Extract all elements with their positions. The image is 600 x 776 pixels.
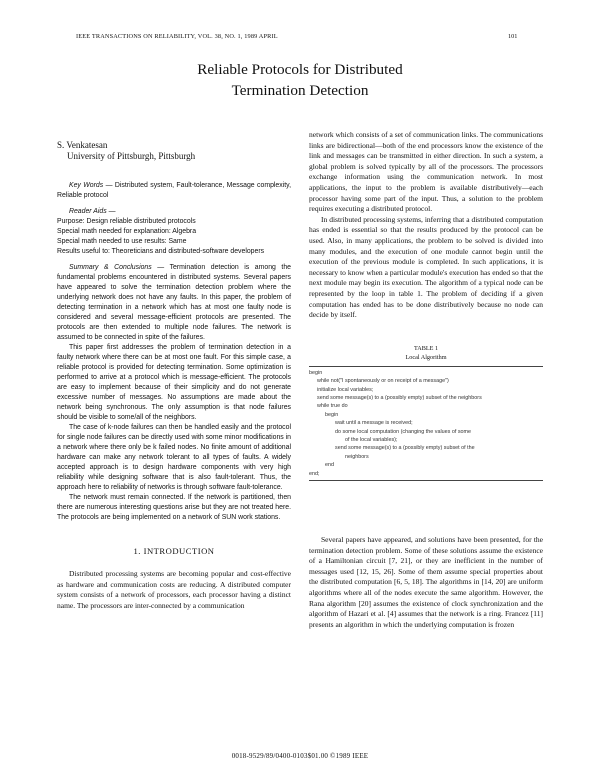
keywords xyxy=(57,181,291,201)
algorithm-line: do some local computation (changing the values of some xyxy=(335,428,472,435)
author-block xyxy=(57,140,195,162)
page-number: 101 xyxy=(508,33,518,40)
algorithm-line: end xyxy=(325,462,334,469)
reader-aid-item: Special math needed for explanation: Algebra xyxy=(57,228,197,235)
keywords-text: — Distributed system, Fault-tolerance, Message complexity, Reliable protocol xyxy=(57,182,291,199)
paper-title xyxy=(0,59,600,101)
algorithm-line: of the local variables); xyxy=(345,436,398,443)
table-number: TABLE 1 xyxy=(413,344,439,352)
algorithm-line: send some message(s) to a (possibly empty) subset of the neighbors xyxy=(317,394,482,401)
author-name: S. Venkatesan xyxy=(57,140,108,150)
reader-aids-heading: Reader Aids — xyxy=(69,208,116,215)
keywords-label: Key Words xyxy=(69,182,104,189)
left-column xyxy=(57,181,291,611)
summary-paragraph: The network must remain connected. If the network is partitioned, then there are numerous interesting questions arise but they are not treated here. The protocols are being implemented on a network of SUN work stations. xyxy=(57,494,291,521)
algorithm-line: begin xyxy=(325,411,339,418)
table-1 xyxy=(309,344,543,481)
reader-aid-item: Purpose: Design reliable distributed protocols xyxy=(57,218,196,225)
algorithm-line: send some message(s) to a (possibly empty) subset of the xyxy=(335,445,475,452)
title-line-1: Reliable Protocols for Distributed xyxy=(197,61,403,78)
algorithm-line: initialize local variables; xyxy=(317,386,374,393)
summary-paragraph: This paper first addresses the problem of termination detection in a faulty network where there can be at most one fault. For this simple case, a reliable protocol is provided for detecting termination. Some optimization is performed to arrive at a protocol which is message-efficient. The protocols are easy to implement because of their simplicity and do not generate excessive number of messages. No assumptions are made about the network being synchronous. The only assumption is that node failures should be visible to some/all of the neighbors. xyxy=(57,344,291,421)
algorithm-line: while true do xyxy=(317,403,348,410)
algorithm-line: neighbors xyxy=(345,453,369,460)
summary-label: Summary & Conclusions xyxy=(69,264,152,271)
summary-text: — Termination detection is among the fundamental problems encountered in distributed systems. Several papers have appeared to solve the termination detection problem where the underlying network does not have any faults. In this paper, the problem of detecting termination in a network which has at most one faulty node is considered and several message-efficient protocols are presented. The protocols are then extended to multiple node failures. The network is assumed to be connected in spite of the failures. xyxy=(57,264,291,341)
table-caption xyxy=(309,344,543,362)
algorithm-line: begin xyxy=(309,369,323,376)
table-title: Local Algorithm xyxy=(405,353,447,361)
table-top-rule xyxy=(309,366,543,367)
title-line-2: Termination Detection xyxy=(231,82,369,99)
introduction-paragraph: Distributed processing systems are becoming popular and cost-effective as hardware and communication costs are reducing. A distributed computer system consists of a network of processors, each processor having a distinct name. The processors are inter-connected by a communication xyxy=(57,569,291,610)
summary-paragraph: The case of k-node failures can then be handled easily and the protocol for single node failures can be directly used with some minor modifications in a network where there only be k failed nodes. No finite amount of additional hardware can make any network tolerant to all types of faults. A widely accepted approach is to design hardware components with very high reliability while designing software that is also fault-tolerant. Thus, the approach here to reliability of networks is through software fault-tolerance. xyxy=(57,424,292,491)
section-heading-introduction: 1. INTRODUCTION xyxy=(133,546,215,556)
reader-aids xyxy=(57,207,291,257)
author-affiliation: University of Pittsburgh, Pittsburgh xyxy=(67,151,196,161)
table-bottom-rule xyxy=(309,480,543,481)
algorithm-line: wait until a message is received; xyxy=(335,420,413,427)
algorithm-listing xyxy=(309,369,543,478)
right-column xyxy=(309,130,543,630)
algorithm-line: while not("I spontaneously or on receipt of a message") xyxy=(317,378,449,385)
reader-aid-item: Special math needed to use results: Same xyxy=(57,238,187,245)
body-paragraph: network which consists of a set of communication links. The communications links are bidirectional—both of the end processors know the existence of the link and messages can be transmitted in either direction. In such a system, a global problem is solved typically by all of the processors. The processors exchange information using the communication network. In most applications, the input to the problem is available distributively—each processor having some part of the input. Thus, a solution to the problem requires executing a distributed protocol. xyxy=(309,130,543,214)
body-paragraph: In distributed processing systems, inferring that a distributed computation has ended is essential so that the results produced by the protocol can be used. Also, in many applications, the problem to be solved is divided into many modules, and the execution of one module cannot begin until the execution of the previous module is completed. In such applications, it is necessary to know when a particular module's execution has ended so that the next module may begin its execution. The algorithm of a typical node can be represented by the loop in table 1. The problem of deciding if a given computation has ended has to be done distributively because no node can decide by itself. xyxy=(309,214,543,320)
algorithm-line: end; xyxy=(309,470,320,477)
running-head: IEEE TRANSACTIONS ON RELIABILITY, VOL. 38, NO. 1, 1989 APRIL xyxy=(76,33,278,40)
copyright-footer: 0018-9529/89/0400-0103$01.00 ©1989 IEEE xyxy=(231,752,369,760)
summary-paragraph xyxy=(57,263,291,343)
body-paragraph: Several papers have appeared, and solutions have been presented, for the termination detection problem. Some of these solutions assume the existence of a Hamiltonian circuit [7, 21], or they are inefficient in the number of messages used [12, 15, 26]. Some of them assume special properties about the distributed computation [6, 5, 18]. The algorithms in [14, 20] are uniform algorithms where all of the nodes execute the same algorithm. However, the Rana algorithm [20] assumes the existence of clock synchronization and the algorithm of Hazari et al. [4] assumes that the network is a ring. Francez [11] presents an algorithm in which the underlying computation is frozen xyxy=(309,534,543,629)
reader-aid-item: Results useful to: Theoreticians and distributed-software developers xyxy=(57,248,265,255)
